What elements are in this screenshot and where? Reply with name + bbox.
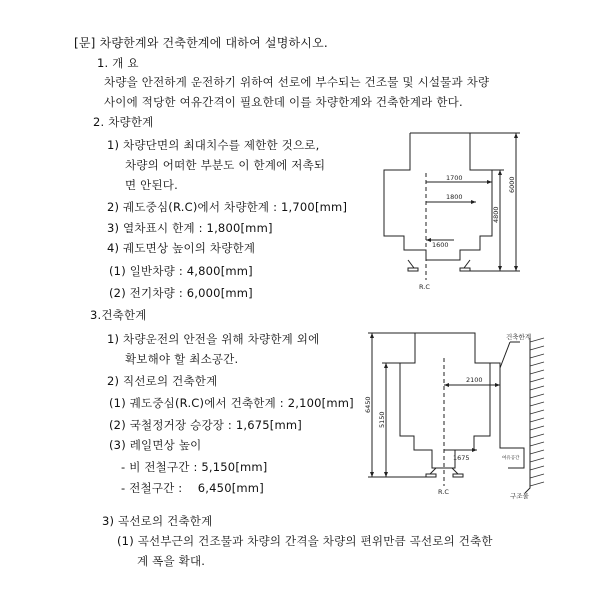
structure-wall (530, 338, 544, 488)
vehicle-limit-item-1-line-3: 면 안된다. (125, 178, 178, 192)
label-1600: 1600 (432, 241, 449, 249)
question-title: [문] 차량한계와 건축한계에 대하여 설명하시오. (74, 36, 328, 50)
vehicle-limit-item-4: 4) 궤도면상 높이의 차량한계 (107, 241, 256, 255)
building-limit-item-2-1: (1) 궤도중심(R.C)에서 건축한계 : 2,100[mm] (109, 396, 354, 410)
overview-line-2: 사이에 적당한 여유간격이 필요한데 이를 차량한계와 건축한계라 한다. (104, 95, 463, 109)
building-limit-item-3-1-line-1: (1) 곡선부근의 건조물과 차량의 간격을 차량의 편위만큼 곡선로의 건축한 (117, 534, 493, 548)
section-3-heading: 3.건축한계 (90, 308, 147, 322)
label-4800: 4800 (492, 206, 500, 223)
label-5150: 5150 (378, 411, 386, 428)
label-6000: 6000 (508, 176, 516, 193)
building-limit-item-1-line-2: 확보해야 할 최소공간. (125, 352, 239, 366)
building-limit-item-2-3: (3) 레일면상 높이 (109, 438, 202, 452)
label-1800: 1800 (446, 193, 463, 201)
building-limit-diagram (360, 328, 550, 503)
overview-line-1: 차량을 안전하게 운전하기 위하여 선로에 부수되는 건조물 및 시설물과 차량 (104, 75, 490, 89)
building-limit-item-2-3b: - 전철구간 : 6,450[mm] (121, 481, 264, 495)
building-limit-item-2-2: (2) 국철정거장 승강장 : 1,675[mm] (109, 418, 302, 432)
label-building-limit: 건축한계 (506, 333, 532, 341)
vehicle-limit-item-2: 2) 궤도중심(R.C)에서 차량한계 : 1,700[mm] (107, 200, 348, 214)
label-2100: 2100 (466, 376, 483, 384)
vehicle-limit-diagram (370, 128, 530, 298)
building-limit-item-2-3a: - 비 전철구간 : 5,150[mm] (121, 460, 268, 474)
section-1-heading: 1. 개 요 (97, 56, 139, 70)
label-rc: R.C (419, 283, 430, 291)
building-limit-item-2: 2) 직선로의 건축한계 (107, 374, 218, 388)
building-limit-line (490, 363, 524, 468)
building-limit-item-3-1-line-2: 계 폭을 확대. (137, 554, 206, 568)
vehicle-limit-item-1-line-2: 차량의 어떠한 부분도 이 한계에 저촉되 (125, 158, 326, 172)
vehicle-limit-item-4-1: (1) 일반차량 : 4,800[mm] (109, 264, 253, 278)
building-limit-item-1-line-1: 1) 차량운전의 안전을 위해 차량한계 외에 (107, 332, 320, 346)
label-structure: 구조물 (510, 492, 529, 500)
label-rc: R.C (438, 488, 449, 496)
building-limit-item-3: 3) 곡선로의 건축한계 (102, 514, 213, 528)
vehicle-outline (400, 333, 490, 468)
section-2-heading: 2. 차량한계 (93, 115, 154, 129)
label-6450: 6450 (364, 396, 372, 413)
label-1700: 1700 (446, 174, 463, 182)
label-1675: 1675 (453, 454, 470, 462)
label-clearance: 여유공간 (502, 456, 520, 461)
vehicle-limit-item-3: 3) 열차표시 한계 : 1,800[mm] (107, 221, 273, 235)
vehicle-limit-item-4-2: (2) 전기차량 : 6,000[mm] (109, 286, 253, 300)
vehicle-limit-item-1-line-1: 1) 차량단면의 최대치수를 제한한 것으로, (107, 138, 320, 152)
